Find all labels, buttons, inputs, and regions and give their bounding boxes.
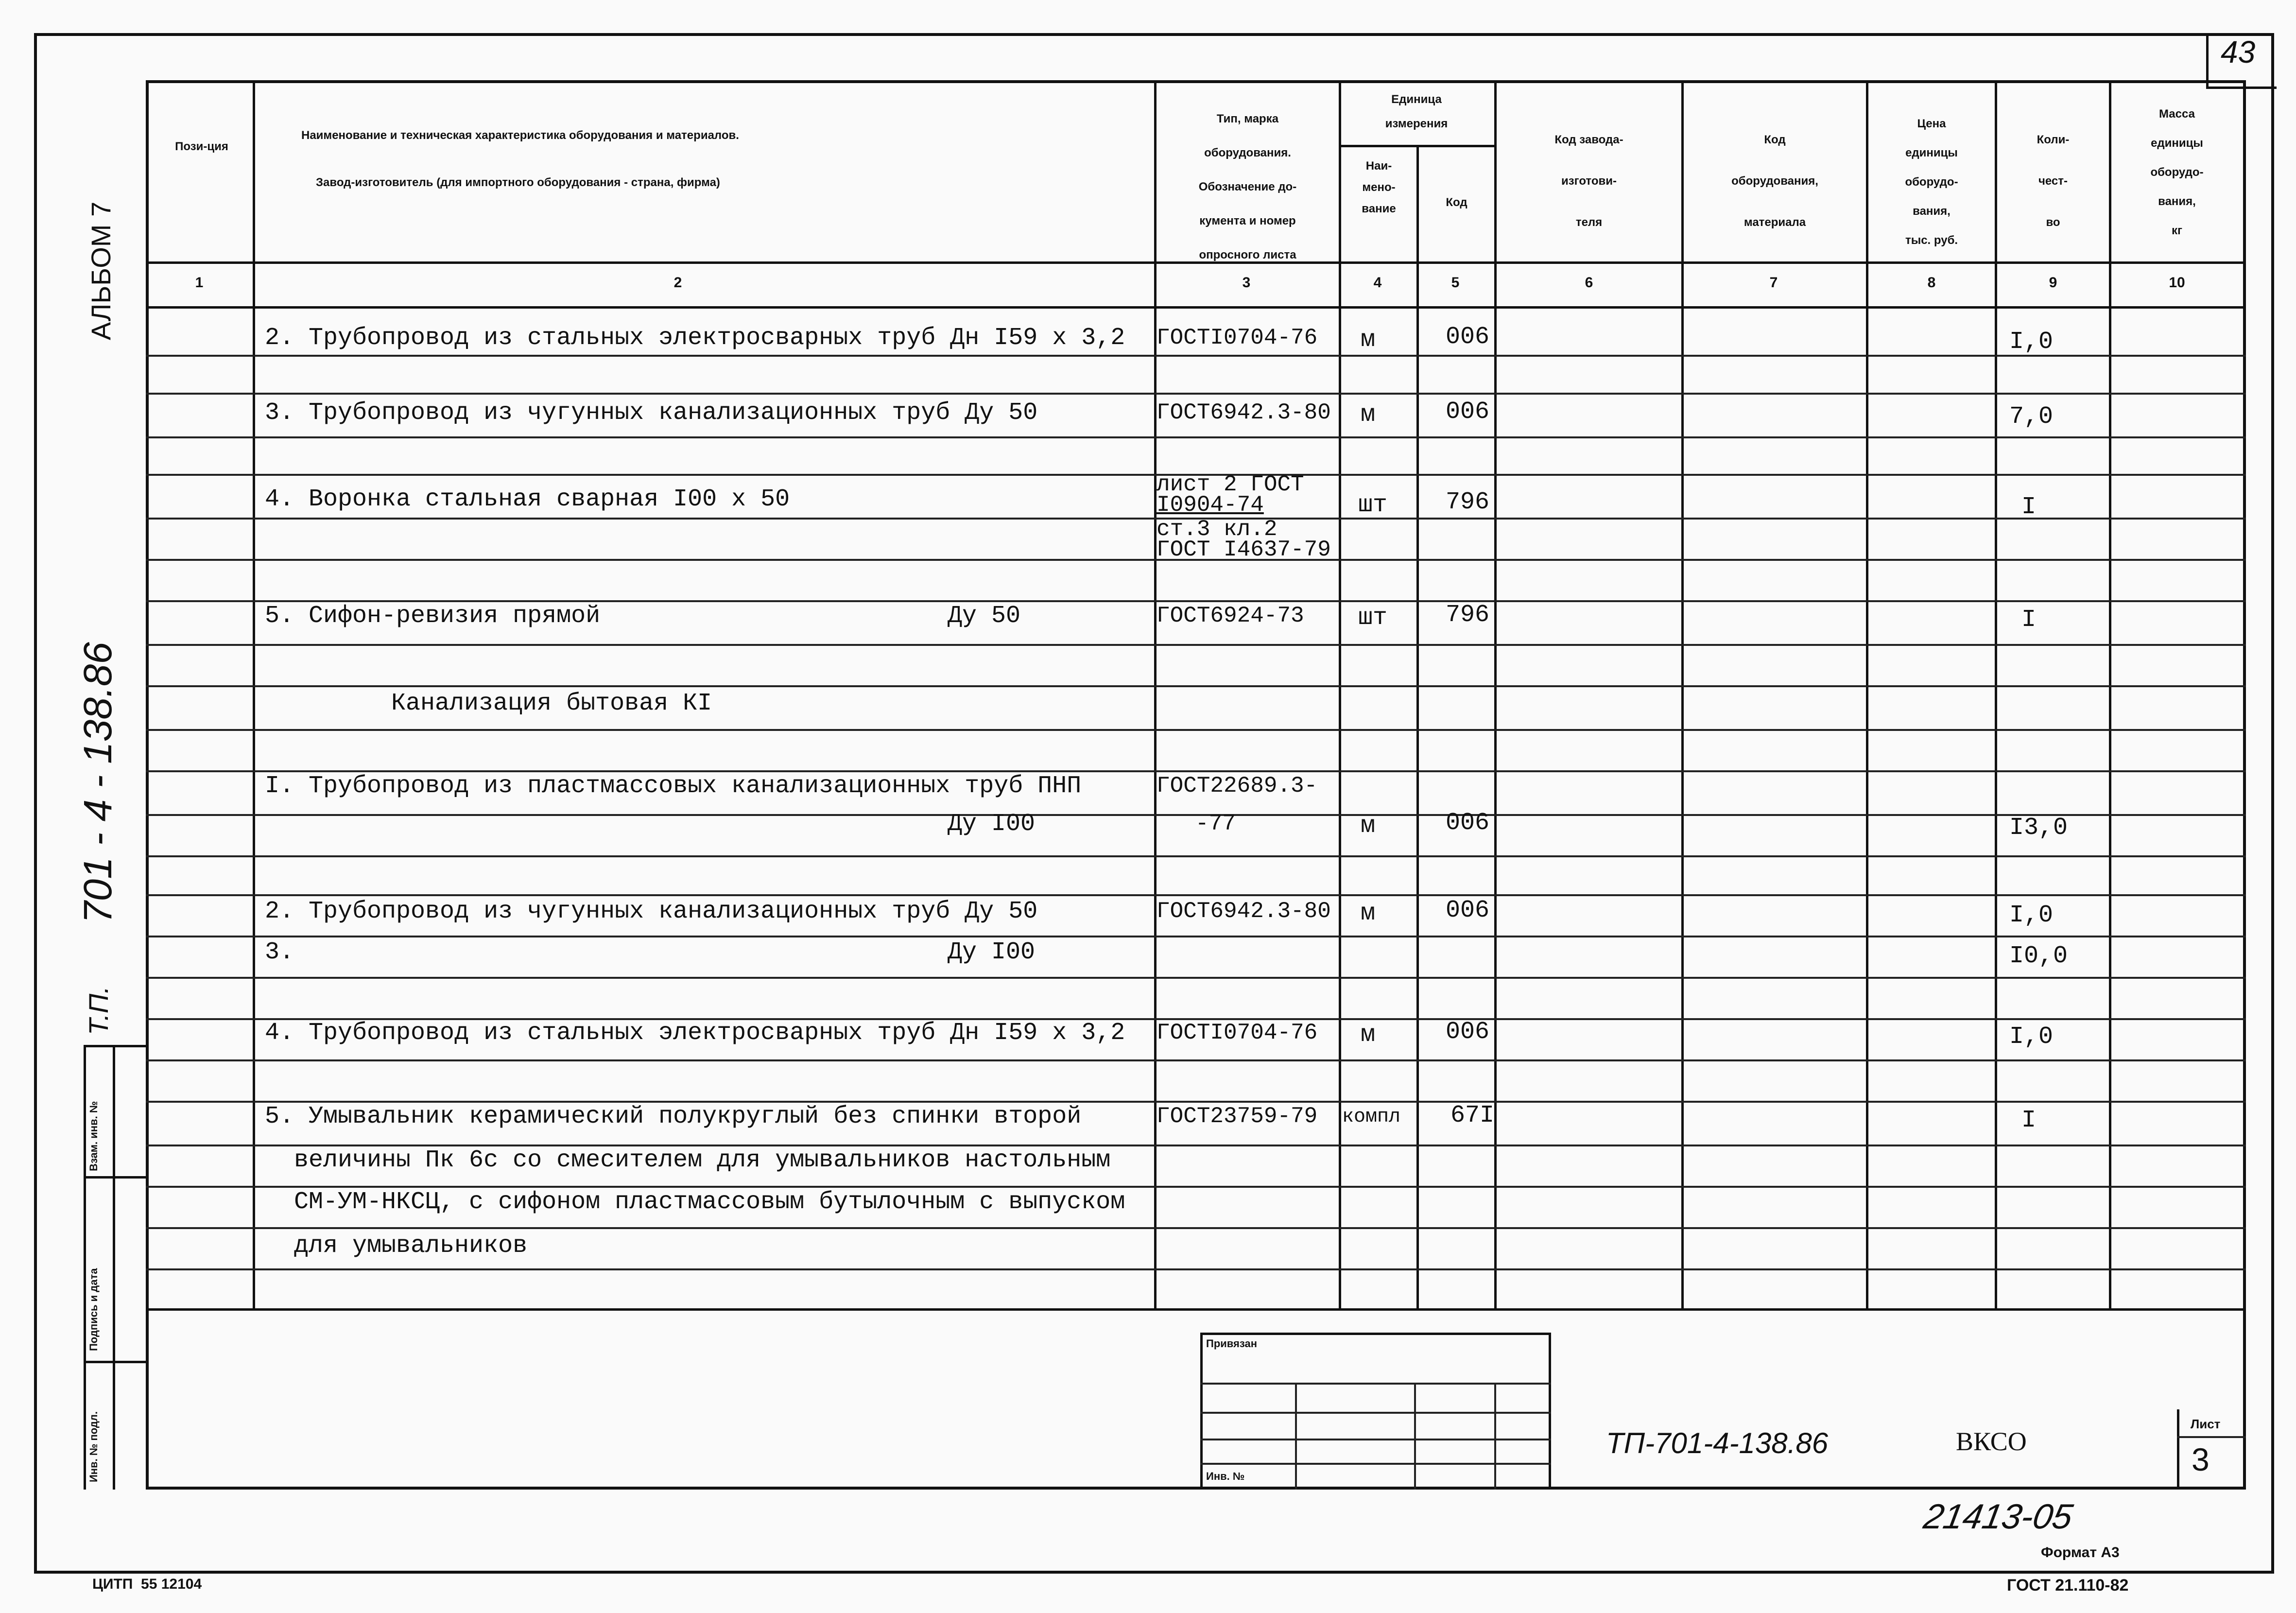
row-unit: м (1361, 401, 1376, 429)
col-line-7 (1866, 80, 1868, 1310)
binding-stamp-title: Привязан (1206, 1337, 1258, 1350)
binding-line (1200, 1412, 1551, 1414)
row-line (146, 729, 2246, 731)
header-unit-name: Наи- мено- вание (1362, 159, 1396, 215)
row-qty: I (2021, 606, 2037, 634)
row-doc: ГОСТI0704-76 (1157, 325, 1318, 350)
row-name: 4. Трубопровод из стальных электросварных труб Дн I59 х 3,2 (265, 1019, 1125, 1047)
header-unit-code: Код (1446, 196, 1467, 209)
sheet-number: 3 (2192, 1441, 2210, 1477)
binding-line (1200, 1463, 1551, 1465)
row-doc: ГОСТ6942.3-80 (1157, 400, 1331, 425)
gost-footer: ГОСТ 21.110-82 (2007, 1576, 2129, 1595)
row-name: I. Трубопровод из пластмассовых канализационных труб ПНП (265, 772, 1082, 800)
colnum-5: 5 (1451, 275, 1460, 291)
doc-code: ТП-701-4-138.86 (1606, 1427, 1829, 1459)
binding-vline (1414, 1383, 1416, 1490)
handwritten-number: 21413-05 (1920, 1497, 2076, 1536)
row-qty: I (2021, 1107, 2037, 1134)
album-label: АЛЬБОМ 7 (86, 201, 116, 340)
header-name-line2: Завод-изготовитель (для импортного оборудования - страна, фирма) (316, 176, 720, 189)
row-name: 5. Умывальник керамический полукруглый без спинки второй (265, 1103, 1082, 1130)
col-line-9 (2109, 80, 2111, 1310)
row-name: 3. (265, 938, 294, 966)
row-unit: компл (1342, 1106, 1401, 1128)
binding-line (1200, 1383, 1551, 1385)
colnum-2: 2 (673, 275, 682, 291)
row-unit: м (1361, 1021, 1376, 1049)
row-unit: шт (1358, 491, 1388, 519)
header-name-line1: Наименование и техническая характеристика оборудования и материалов. (301, 129, 739, 142)
row-doc-line3: ст.3 кл.2 (1157, 517, 1277, 542)
row-doc: -77 (1195, 811, 1236, 836)
row-line (146, 1059, 2246, 1061)
row-code: 006 (1446, 323, 1490, 351)
row-code: 006 (1446, 897, 1490, 924)
stamp-mid-border (113, 1045, 115, 1490)
inv-number-label: Инв. № (1206, 1470, 1245, 1482)
header-price: Цена единицы оборудо- вания, тыс. руб. (1905, 117, 1958, 247)
row-qty: I,0 (2009, 328, 2054, 356)
col-line-5 (1494, 80, 1497, 1310)
row-code: 796 (1446, 488, 1490, 516)
row-qty: I,0 (2009, 902, 2054, 929)
row-line (146, 855, 2246, 857)
row-name: 5. Сифон-ревизия прямой (265, 602, 601, 630)
row-line (146, 393, 2246, 395)
colnum-4: 4 (1373, 275, 1382, 291)
row-line (146, 1227, 2246, 1229)
sheet-corner-number: 43 (2221, 35, 2256, 69)
colnum-10: 10 (2169, 275, 2185, 291)
col-line-3 (1339, 80, 1341, 1310)
row-qty: I0,0 (2009, 942, 2068, 970)
row-name: 2. Трубопровод из стальных электросварных труб Дн I59 х 3,2 (265, 324, 1125, 352)
header-equipment-code: Код оборудования, материала (1731, 133, 1818, 229)
row-doc: лист 2 ГОСТ (1157, 472, 1304, 497)
row-unit: м (1361, 900, 1376, 927)
row-line (146, 936, 2246, 937)
row-size: Ду I00 (948, 810, 1036, 838)
row-unit: м (1361, 326, 1376, 354)
colnum-8: 8 (1927, 275, 1936, 291)
header-quantity: Коли- чест- во (2037, 133, 2070, 229)
row-unit: м (1361, 812, 1376, 840)
binding-vline (1494, 1383, 1496, 1490)
row-code: 006 (1446, 1018, 1490, 1046)
binding-line (1200, 1439, 1551, 1440)
row-code: 006 (1446, 809, 1490, 837)
colnum-9: 9 (2049, 275, 2057, 291)
colnum-7: 7 (1769, 275, 1778, 291)
row-qty: I,0 (2009, 1023, 2054, 1051)
row-size: Ду 50 (948, 602, 1021, 630)
row-line (146, 1268, 2246, 1270)
row-line (146, 355, 2246, 357)
row-code: 67I (1450, 1102, 1495, 1129)
row-name-continued: величины Пк 6с со смесителем для умывальников настольным (294, 1146, 1111, 1174)
stamp-line-3 (84, 1361, 147, 1363)
row-name-continued: для умывальников (294, 1232, 528, 1260)
header-position: Пози-ция (175, 140, 228, 153)
row-line (146, 644, 2246, 646)
sheet-label: Лист (2191, 1417, 2221, 1431)
stamp-line-1 (84, 1045, 147, 1047)
project-side-label: 701 - 4 - 138.86 (76, 642, 120, 923)
colnum-6: 6 (1585, 275, 1593, 291)
row-doc-line2: I0904-74 (1157, 492, 1264, 518)
header-doc: Тип, марка оборудования. Обозначение до- кумента и номер опросного листа (1198, 112, 1297, 261)
row-qty: I3,0 (2009, 814, 2068, 842)
row-unit: шт (1358, 604, 1388, 632)
sheet-box-line (2177, 1436, 2246, 1438)
header-mass: Масса единицы оборудо- вания, кг (2150, 107, 2204, 237)
row-qty: 7,0 (2009, 403, 2054, 431)
doc-mark: ВКСО (1956, 1427, 2027, 1456)
format-label: Формат А3 (2041, 1544, 2120, 1561)
row-doc: ГОСТ23759-79 (1157, 1104, 1318, 1129)
binding-stamp-frame (1200, 1333, 1551, 1490)
row-code: 006 (1446, 398, 1490, 426)
header-maker-code: Код завода- изготови- теля (1554, 133, 1623, 229)
row-size: Ду I00 (948, 938, 1036, 966)
row-line (146, 977, 2246, 979)
row-code: 796 (1446, 601, 1490, 629)
row-doc: ГОСТ6942.3-80 (1157, 899, 1331, 924)
colnum-bottom-line (146, 306, 2246, 309)
stamp-zam-inv: Взам. инв. № (87, 1101, 100, 1171)
col-line-6 (1681, 80, 1684, 1310)
row-line (146, 436, 2246, 438)
row-line (146, 894, 2246, 896)
row-name-continued: СМ-УМ-НКСЦ, с сифоном пластмассовым бутылочным с выпуском (294, 1188, 1125, 1216)
colnum-1: 1 (195, 275, 204, 291)
section-title: Канализация бытовая КI (391, 690, 712, 717)
stamp-signature-date: Подпись и дата (87, 1268, 100, 1351)
col-line-4 (1416, 146, 1419, 1310)
row-name: 2. Трубопровод из чугунных канализационных труб Ду 50 (265, 898, 1038, 925)
stamp-inv-podl: Инв. № подл. (87, 1411, 100, 1482)
row-line (146, 685, 2246, 687)
row-doc: ГОСТ22689.3- (1157, 773, 1318, 798)
row-name: 3. Трубопровод из чугунных канализационных труб Ду 50 (265, 399, 1038, 427)
stamp-line-2 (84, 1176, 147, 1179)
colnum-3: 3 (1242, 275, 1251, 291)
tp-side-label: Т.П. (83, 986, 114, 1035)
table-bottom-line (146, 1308, 2246, 1311)
row-doc: ГОСТI0704-76 (1157, 1020, 1318, 1045)
unit-group-line (1339, 145, 1494, 147)
stamp-left-border (84, 1045, 86, 1490)
row-name: 4. Воронка стальная сварная I00 х 50 (265, 486, 790, 513)
header-unit-group: Единица измерения (1385, 93, 1448, 130)
row-qty: I (2021, 493, 2037, 521)
print-code: ЦИТП 55 12104 (92, 1576, 202, 1592)
binding-vline (1295, 1383, 1297, 1490)
row-doc-line4: ГОСТ I4637-79 (1157, 537, 1331, 562)
col-line-8 (1995, 80, 1997, 1310)
row-doc: ГОСТ6924-73 (1157, 603, 1304, 628)
row-line (146, 1186, 2246, 1188)
col-line-1 (253, 80, 255, 1310)
